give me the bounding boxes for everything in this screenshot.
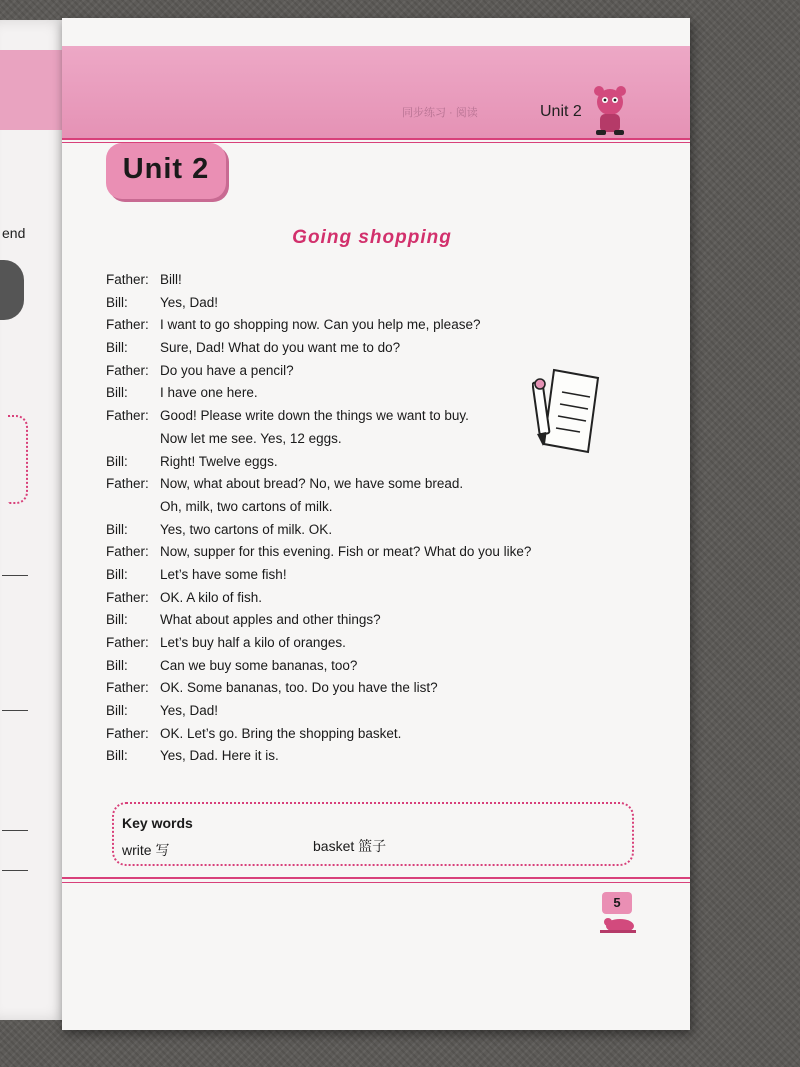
lesson-title: Going shopping bbox=[292, 227, 452, 248]
dialog-line bbox=[106, 680, 626, 703]
dialog-line bbox=[106, 340, 626, 363]
dialog-speaker: Bill: bbox=[106, 340, 128, 356]
notepad-pencil-icon bbox=[532, 364, 602, 456]
dialog-text: Yes, Dad! bbox=[160, 703, 219, 719]
dialog-line bbox=[106, 635, 626, 658]
dialog-line bbox=[106, 317, 626, 340]
header-rule bbox=[62, 138, 690, 140]
key-words-title: Key words bbox=[122, 815, 193, 831]
corner-mascot-icon bbox=[598, 912, 638, 934]
dialog-line bbox=[106, 499, 626, 522]
key-word-basket bbox=[313, 836, 386, 856]
dialog-line bbox=[106, 544, 626, 567]
footer-rule-thin bbox=[62, 882, 690, 883]
dialog-text: Now let me see. Yes, 12 eggs. bbox=[160, 430, 342, 446]
dialog-text: Sure, Dad! What do you want me to do? bbox=[160, 340, 401, 356]
dialog-text: Oh, milk, two cartons of milk. bbox=[160, 498, 333, 514]
divider bbox=[2, 710, 28, 711]
dialog-speaker: Bill: bbox=[106, 657, 128, 673]
dialog-line bbox=[106, 590, 626, 613]
dialog-text: Let’s have some fish! bbox=[160, 566, 287, 582]
dialog-line bbox=[106, 726, 626, 749]
dialog-speaker: Bill: bbox=[106, 748, 128, 764]
dialog-text: Yes, two cartons of milk. OK. bbox=[160, 521, 333, 537]
dialog-line bbox=[106, 272, 626, 295]
dialog-text: OK. Let’s go. Bring the shopping basket. bbox=[160, 725, 402, 741]
dialog-speaker: Bill: bbox=[106, 294, 128, 310]
dialog-line bbox=[106, 658, 626, 681]
mascot-icon bbox=[588, 82, 632, 138]
dialog-line bbox=[106, 567, 626, 590]
dialog-line bbox=[106, 476, 626, 499]
dialog-speaker: Bill: bbox=[106, 703, 128, 719]
previous-page-edge bbox=[0, 20, 70, 1020]
dialog-text: Bill! bbox=[160, 272, 182, 287]
key-word-en: basket bbox=[313, 838, 355, 854]
dialog-text: I have one here. bbox=[160, 385, 258, 401]
dialog-line bbox=[106, 295, 626, 318]
footer-rule bbox=[62, 877, 690, 879]
unit-title: Unit 2 bbox=[122, 153, 210, 185]
dialog-line bbox=[106, 703, 626, 726]
dialog-line bbox=[106, 612, 626, 635]
dialog-speaker: Father: bbox=[106, 725, 149, 741]
dialog-text: Now, what about bread? No, we have some bread. bbox=[160, 476, 464, 492]
dialog-text: What about apples and other things? bbox=[160, 612, 381, 628]
dialog-text: Yes, Dad. Here it is. bbox=[160, 748, 279, 764]
header-faint-text: 同步练习 · 阅读 bbox=[402, 107, 478, 119]
key-word-write bbox=[122, 840, 169, 860]
dialog-text: OK. Some bananas, too. Do you have the list? bbox=[160, 680, 438, 696]
divider bbox=[2, 575, 28, 576]
workbook-page bbox=[62, 18, 690, 1030]
dialog-speaker: Father: bbox=[106, 589, 149, 605]
dialog-line bbox=[106, 522, 626, 545]
dialog-speaker: Bill: bbox=[106, 453, 128, 469]
key-word-zh: 写 bbox=[155, 843, 170, 859]
dialog-speaker: Father: bbox=[106, 272, 149, 287]
previous-page-fragment: end bbox=[2, 225, 26, 241]
unit-badge bbox=[106, 143, 226, 199]
dialog-text: I want to go shopping now. Can you help me, please? bbox=[160, 317, 481, 333]
dialog-speaker: Bill: bbox=[106, 566, 128, 582]
dialog-text: Right! Twelve eggs. bbox=[160, 453, 278, 469]
dialog-line bbox=[106, 748, 626, 771]
dialog-line bbox=[106, 454, 626, 477]
dialog-text: OK. A kilo of fish. bbox=[160, 589, 263, 605]
dialog-text: Let’s buy half a kilo of oranges. bbox=[160, 635, 346, 650]
dialog-text: Do you have a pencil? bbox=[160, 362, 294, 378]
page-number-tab bbox=[602, 892, 632, 914]
previous-page-header-band bbox=[0, 50, 70, 130]
divider bbox=[2, 870, 28, 871]
dialog-speaker: Bill: bbox=[106, 385, 128, 401]
dialog-text: Now, supper for this evening. Fish or meat? What do you like? bbox=[160, 544, 532, 560]
dialog-speaker: Father: bbox=[106, 476, 149, 492]
dialog-speaker: Father: bbox=[106, 544, 149, 560]
previous-page-dotted-frame bbox=[8, 415, 28, 504]
dialog-speaker: Bill: bbox=[106, 521, 128, 537]
dialog-speaker: Father: bbox=[106, 635, 149, 650]
dialog-text: Can we buy some bananas, too? bbox=[160, 657, 358, 673]
dialog-speaker: Father: bbox=[106, 362, 149, 378]
dialog-text: Good! Please write down the things we want to buy. bbox=[160, 408, 469, 424]
previous-page-mascot-icon bbox=[0, 260, 24, 320]
header-unit-label: Unit 2 bbox=[540, 103, 582, 120]
dialog-speaker: Father: bbox=[106, 680, 149, 696]
dialog bbox=[106, 272, 626, 771]
dialog-speaker: Father: bbox=[106, 408, 149, 424]
dialog-text: Yes, Dad! bbox=[160, 294, 219, 310]
divider bbox=[2, 830, 28, 831]
page-number: 5 bbox=[613, 895, 621, 910]
key-word-en: write bbox=[122, 842, 152, 858]
dialog-speaker: Bill: bbox=[106, 612, 128, 628]
dialog-speaker: Father: bbox=[106, 317, 149, 333]
key-words-frame bbox=[112, 802, 634, 866]
key-word-zh: 篮子 bbox=[358, 839, 387, 855]
